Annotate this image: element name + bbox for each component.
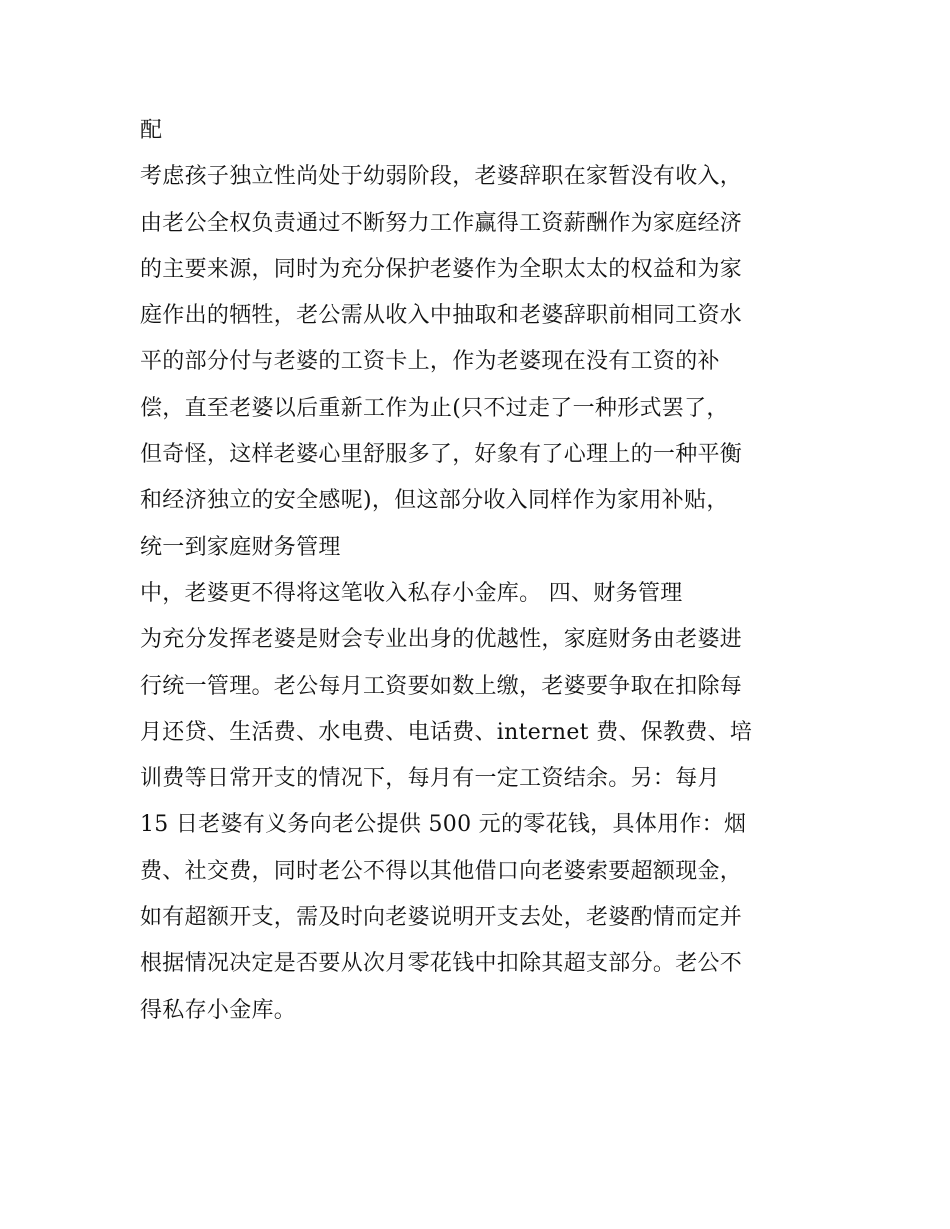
text-line: 庭作出的牺牲，老公需从收入中抽取和老婆辞职前相同工资水 (140, 303, 743, 329)
text-line: 配 (140, 118, 163, 143)
text-line: 根据情况决定是否要从次月零花钱中扣除其超支部分。老公不 (140, 951, 743, 977)
text-line: 统一到家庭财务管理 (140, 534, 341, 560)
text-line: 偿，直至老婆以后重新工作为止(只不过走了一种形式罢了， (140, 395, 729, 421)
text-line: 费、社交费，同时老公不得以其他借口向老婆索要超额现金， (140, 858, 743, 884)
text-line: 和经济独立的安全感呢)，但这部分收入同样作为家用补贴， (140, 488, 729, 514)
text-line: 如有超额开支，需及时向老婆说明开支去处，老婆酌情而定并 (140, 905, 743, 931)
text-line: 考虑孩子独立性尚处于幼弱阶段，老婆辞职在家暂没有收入， (140, 164, 743, 190)
text-line: 得私存小金库。 (140, 997, 297, 1023)
text-line: 15 日老婆有义务向老公提供 500 元的零花钱，具体用作：烟 (140, 812, 747, 838)
text-line: 由老公全权负责通过不断努力工作赢得工资薪酬作为家庭经济 (140, 210, 743, 236)
text-line: 但奇怪，这样老婆心里舒服多了，好象有了心理上的一种平衡 (140, 442, 743, 468)
text-line: 中，老婆更不得将这笔收入私存小金库。 四、财务管理 (140, 580, 683, 606)
body-text (140, 108, 830, 1034)
text-line: 为充分发挥老婆是财会专业出身的优越性，家庭财务由老婆进 (140, 627, 743, 653)
text-line: 训费等日常开支的情况下，每月有一定工资结余。另：每月 (140, 766, 720, 792)
text-line: 月还贷、生活费、水电费、电话费、internet 费、保教费、培 (140, 719, 753, 745)
text-line: 的主要来源，同时为充分保护老婆作为全职太太的权益和为家 (140, 256, 743, 282)
text-line: 行统一管理。老公每月工资要如数上缴，老婆要争取在扣除每 (140, 673, 743, 699)
text-line: 平的部分付与老婆的工资卡上，作为老婆现在没有工资的补 (140, 349, 720, 375)
